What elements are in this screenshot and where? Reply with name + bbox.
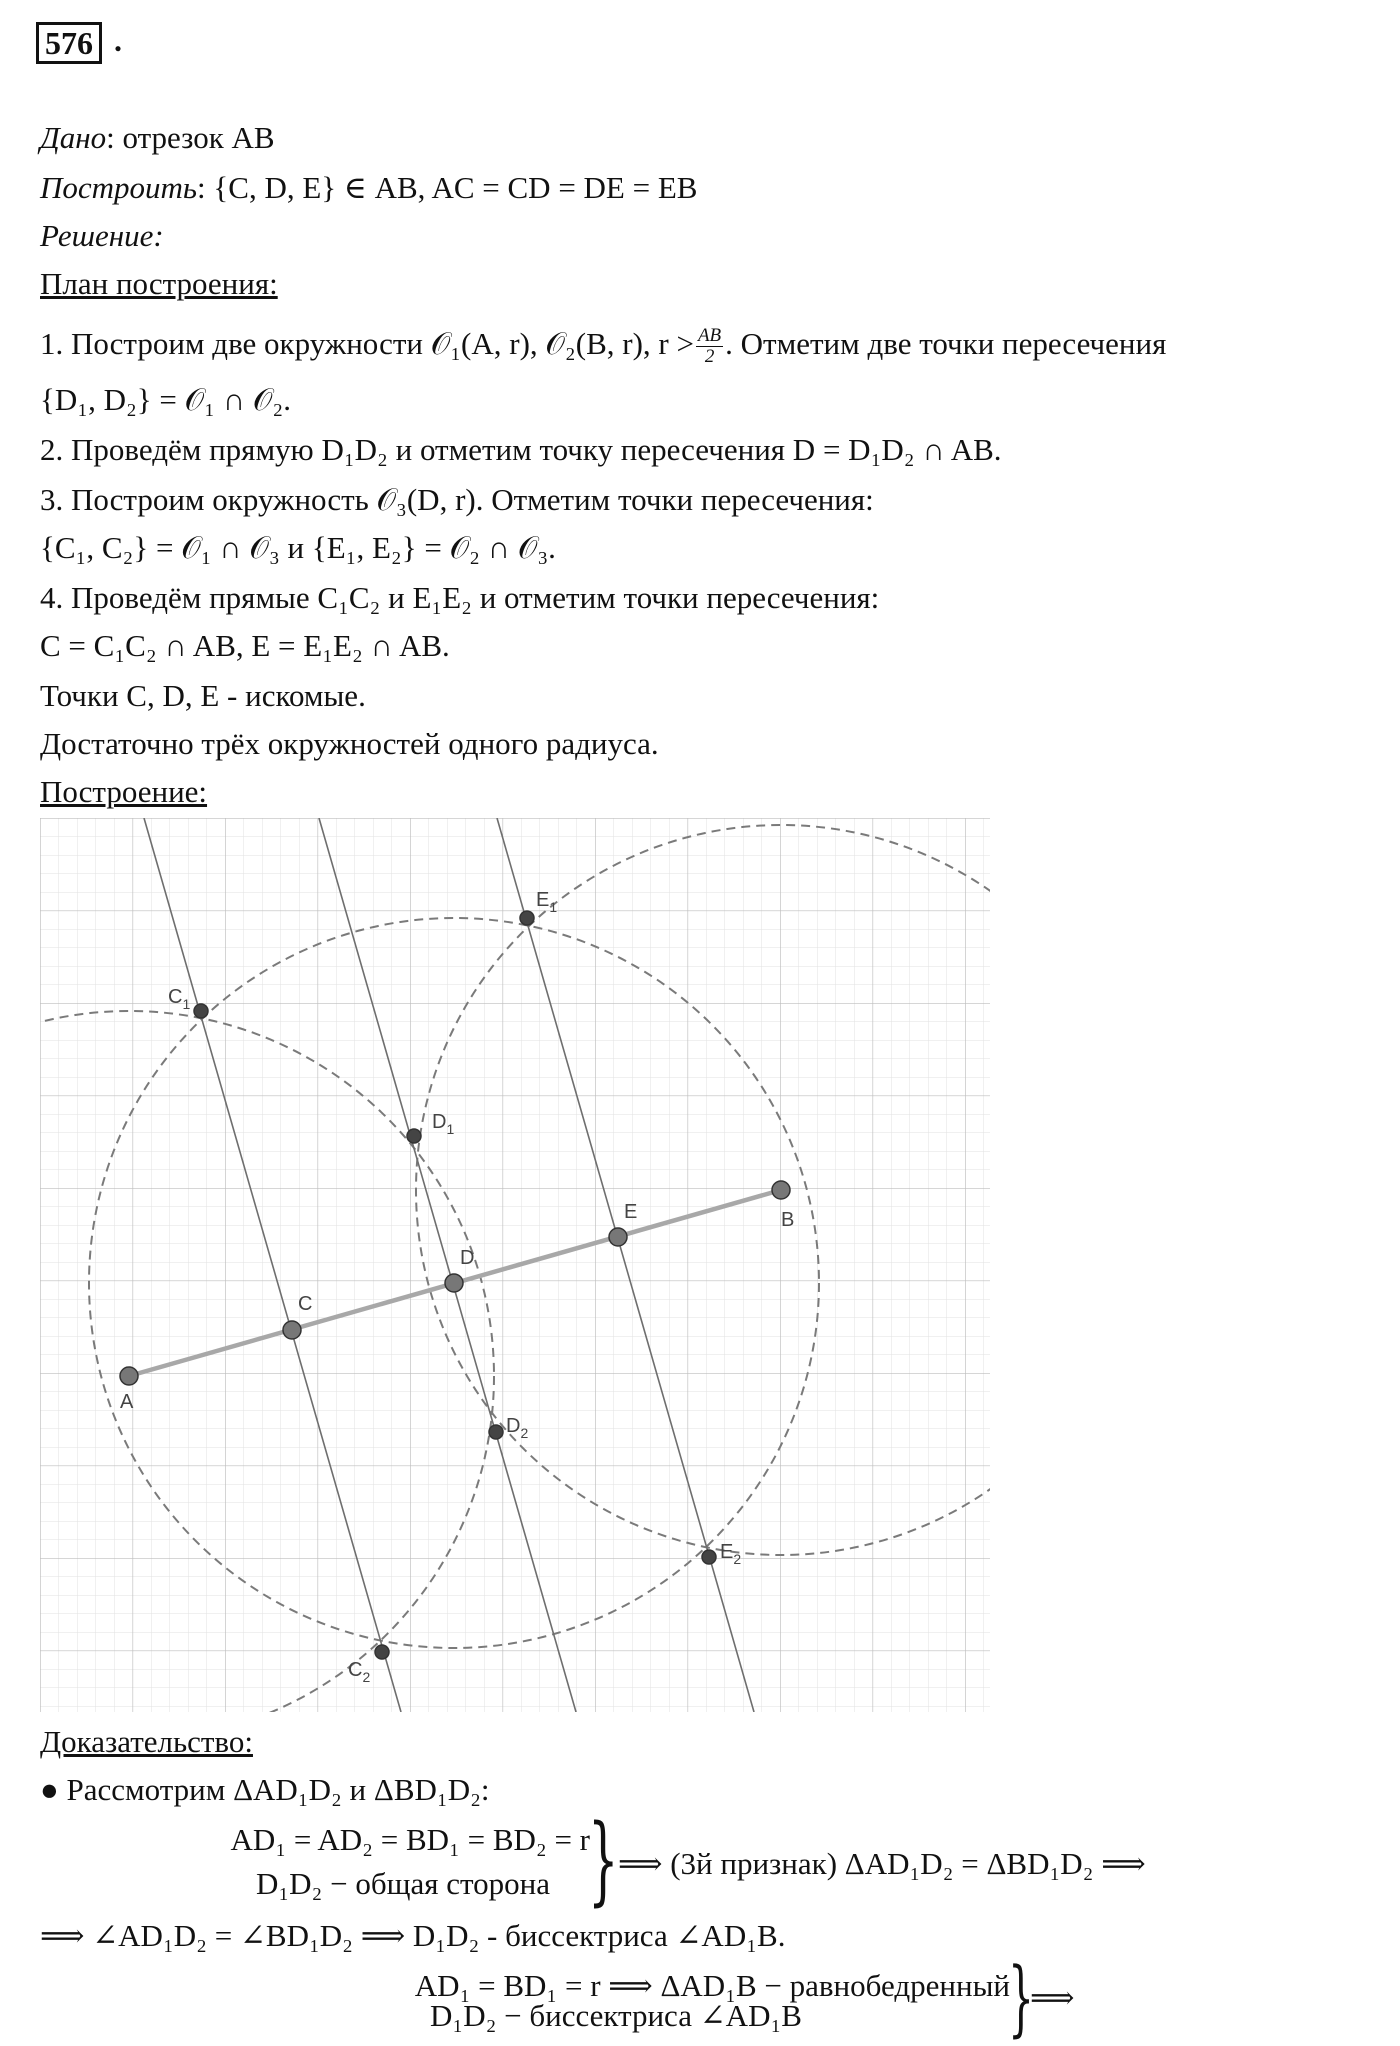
problem-number: 576 [36,22,102,64]
step-3-cont: {C₁, C₂} = 𝒪₁ ∩ 𝒪₃ и {E₁, E₂} = 𝒪₂ ∩ 𝒪₃. [40,530,556,565]
point-e2 [702,1550,716,1564]
step1-text-a: 1. Построим две окружности 𝒪₁(A, r), 𝒪₂(B, r), r > [40,326,694,361]
note-line: Достаточно трёх окружностей одного радиуса. [40,726,659,761]
step-2: 2. Проведём прямую D₁D₂ и отметим точку пересечения D = D₁D₂ ∩ AB. [40,432,1002,467]
proof-eq2: D₁D₂ − общая сторона [255,1866,550,1901]
right-brace-2: } [1008,1951,1035,2046]
problem-number-dot: . [114,22,122,58]
plan-heading: План построения: [40,266,278,301]
fraction-numerator: AB [697,325,722,347]
given-label: Дано [40,120,107,155]
label-e2: $E_2$ [720,1541,742,1567]
step-1 [40,324,1166,367]
label-c1: $C_1$ [168,986,191,1012]
step-3: 3. Построим окружность 𝒪₃(D, r). Отметим точки пересечения: [40,482,874,517]
right-brace-1: } [588,1804,619,1916]
proof-eq1: AD₁ = AD₂ = BD₁ = BD₂ = r [230,1822,590,1857]
label-e: E [624,1201,638,1223]
proof-bullet: ● Рассмотрим ΔAD₁D₂ и ΔBD₁D₂: [40,1772,490,1807]
label-c2: $C_2$ [348,1659,371,1685]
label-e1: $E_1$ [536,889,558,915]
step1-text-b: . Отметим две точки пересечения [725,326,1167,361]
step-4: 4. Проведём прямые C₁C₂ и E₁E₂ и отметим точки пересечения: [40,580,880,615]
label-c: C [298,1293,313,1315]
label-d: D [460,1247,475,1269]
point-c1 [194,1004,208,1018]
ab-over-2-fraction [696,326,723,367]
label-d2: $D_2$ [506,1415,529,1441]
given-line [40,118,275,158]
proof-conclusion-1: ⟹ (3й признак) ΔAD₁D₂ = ΔBD₁D₂ ⟹ [618,1846,1146,1881]
proof-eq3: AD₁ = BD₁ = r ⟹ ΔAD₁B − равнобедренный [414,1968,1010,2003]
point-a [120,1367,138,1385]
point-e1 [520,911,534,925]
construction-figure [40,818,990,1712]
proof-line-2: ⟹ ∠AD₁D₂ = ∠BD₁D₂ ⟹ D₁D₂ - биссектриса ∠AD₁B. [40,1918,786,1953]
point-b [772,1181,790,1199]
point-c2 [375,1645,389,1659]
result-line: Точки C, D, E - искомые. [40,678,366,713]
step-4-cont: C = C₁C₂ ∩ AB, E = E₁E₂ ∩ AB. [40,628,450,663]
construct-line [40,168,697,208]
point-c [283,1321,301,1339]
label-d1: $D_1$ [432,1111,455,1137]
proof-eq4: D₁D₂ − биссектриса ∠AD₁B [430,1998,802,2033]
given-text: : отрезок AB [106,120,275,155]
step-1-cont: {D₁, D₂} = 𝒪₁ ∩ 𝒪₂. [40,382,291,417]
construct-label: Построить [40,170,198,205]
point-d2 [489,1425,503,1439]
point-e [609,1228,627,1246]
construction-heading: Построение: [40,774,208,809]
fraction-denominator: 2 [704,346,715,368]
solution-label: Решение: [40,218,164,253]
solution-label-text: Решение [40,218,154,253]
label-a: A [120,1391,134,1413]
point-d [445,1274,463,1292]
label-b: B [781,1209,795,1231]
point-d1 [407,1129,421,1143]
proof-conclusion-2: ⟹ [1030,1980,1075,2015]
construct-text: : {C, D, E} ∈ AB, AC = CD = DE = EB [197,170,698,205]
proof-heading: Доказательство: [40,1724,253,1759]
